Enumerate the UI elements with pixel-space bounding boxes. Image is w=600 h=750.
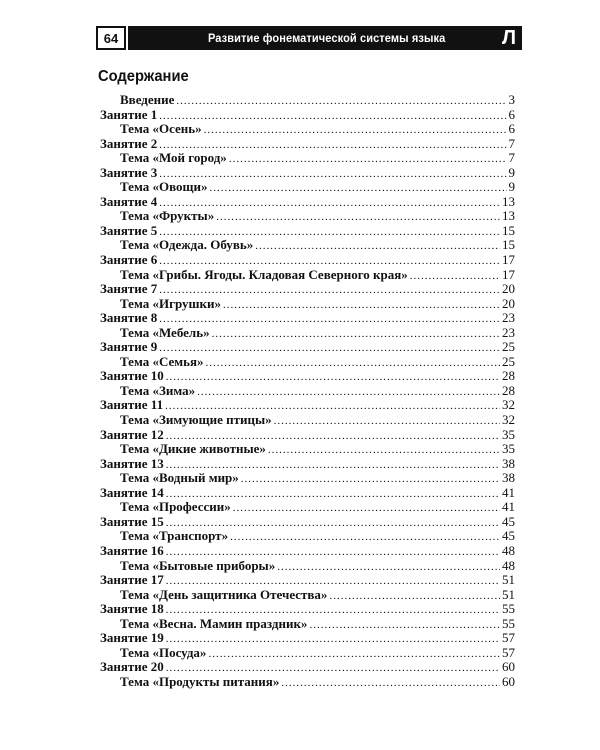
toc-entry-label: Занятие 5 [100, 222, 158, 238]
toc-entry-label: Тема «Грибы. Ягоды. Кладовая Северного края» [120, 266, 408, 282]
toc-entry-label: Тема «Осень» [120, 121, 202, 137]
toc-entry-label: Тема «Зима» [120, 382, 196, 398]
toc-entry-page: 60 [502, 673, 515, 689]
toc-entry-page: 51 [502, 586, 515, 602]
toc-entry-label: Занятие 15 [100, 513, 164, 529]
toc-leader-dots [309, 618, 500, 633]
toc-entry-label: Тема «Одежда. Обувь» [120, 237, 254, 253]
toc-entry-label: Тема «Фрукты» [120, 208, 215, 224]
toc-lesson-entry [100, 369, 515, 384]
toc-entry-page: 55 [502, 615, 515, 631]
toc-leader-dots [197, 385, 500, 400]
toc-leader-dots [255, 239, 500, 254]
toc-leader-dots [229, 152, 507, 167]
toc-entry-page: 28 [502, 368, 515, 384]
toc-leader-dots [176, 94, 506, 109]
toc-entry-label: Тема «Игрушки» [120, 295, 221, 311]
header-section-letter: Л [501, 27, 516, 49]
toc-leader-dots [159, 312, 500, 327]
toc-topic-entry [100, 529, 515, 544]
toc-heading: Содержание [98, 68, 189, 85]
toc-lesson-entry [100, 544, 515, 559]
toc-topic-entry [100, 384, 515, 399]
toc-leader-dots [209, 181, 506, 196]
table-of-contents [100, 93, 515, 689]
header-page-number: 64 [96, 26, 126, 50]
toc-entry-page: 25 [502, 353, 515, 369]
toc-entry-page: 38 [502, 470, 515, 486]
toc-lesson-entry [100, 515, 515, 530]
toc-leader-dots [166, 370, 500, 385]
toc-entry-page: 48 [502, 542, 515, 558]
toc-entry-label: Тема «Овощи» [120, 179, 208, 195]
toc-leader-dots [230, 530, 500, 545]
toc-entry-page: 23 [502, 310, 515, 326]
toc-entry-label: Занятие 1 [100, 106, 158, 122]
toc-entry-page: 6 [508, 106, 515, 122]
toc-lesson-entry [100, 311, 515, 326]
toc-entry-page: 35 [502, 426, 515, 442]
toc-entry-page: 17 [502, 252, 515, 268]
toc-topic-entry [100, 297, 515, 312]
toc-lesson-entry [100, 340, 515, 355]
toc-leader-dots [208, 647, 500, 662]
toc-leader-dots [223, 298, 500, 313]
header-bar [128, 26, 522, 50]
toc-entry-label: Занятие 6 [100, 252, 158, 268]
toc-entry-label: Занятие 9 [100, 339, 158, 355]
toc-entry-label: Тема «Посуда» [120, 644, 207, 660]
toc-lesson-entry [100, 457, 515, 472]
toc-entry-label: Тема «Весна. Мамин праздник» [120, 615, 308, 631]
toc-entry-label: Занятие 12 [100, 426, 164, 442]
toc-leader-dots [159, 341, 500, 356]
toc-lesson-entry [100, 224, 515, 239]
toc-entry-label: Занятие 16 [100, 542, 164, 558]
toc-entry-label: Тема «Продукты питания» [120, 673, 280, 689]
toc-entry-page: 57 [502, 644, 515, 660]
toc-leader-dots [212, 327, 500, 342]
toc-entry-page: 20 [502, 281, 515, 297]
toc-entry-page: 7 [508, 150, 515, 166]
toc-leader-dots [410, 269, 500, 284]
toc-leader-dots [281, 676, 500, 691]
toc-topic-entry [100, 355, 515, 370]
toc-topic-entry [100, 326, 515, 341]
toc-entry-page: 3 [508, 92, 515, 107]
toc-entry-page: 28 [502, 382, 515, 398]
toc-entry-label: Занятие 2 [100, 135, 158, 151]
toc-lesson-entry [100, 253, 515, 268]
toc-entry-label: Занятие 19 [100, 630, 164, 646]
toc-entry-page: 32 [502, 397, 515, 413]
toc-entry-label: Тема «Бытовые приборы» [120, 557, 276, 573]
toc-entry-page: 55 [502, 601, 515, 617]
toc-lesson-entry [100, 166, 515, 181]
toc-entry-page: 32 [502, 412, 515, 428]
toc-leader-dots [241, 472, 500, 487]
toc-entry-label: Занятие 8 [100, 310, 158, 326]
toc-entry-page: 17 [502, 266, 515, 282]
toc-entry-label: Тема «Зимующие птицы» [120, 412, 272, 428]
toc-leader-dots [274, 414, 500, 429]
toc-entry-label: Занятие 20 [100, 659, 164, 675]
toc-entry-label: Занятие 13 [100, 455, 164, 471]
toc-leader-dots [166, 632, 500, 647]
toc-entry-label: Занятие 10 [100, 368, 164, 384]
toc-entry-label: Тема «Семья» [120, 353, 204, 369]
toc-entry-page: 9 [508, 164, 515, 180]
toc-topic-entry [100, 209, 515, 224]
toc-lesson-entry [100, 602, 515, 617]
toc-lesson-entry [100, 108, 515, 123]
toc-entry-label: Тема «Дикие животные» [120, 441, 266, 457]
toc-entry-label: Тема «День защитника Отечества» [120, 586, 328, 602]
toc-leader-dots [268, 443, 500, 458]
toc-leader-dots [159, 109, 506, 124]
toc-entry-page: 23 [502, 324, 515, 340]
toc-topic-entry [100, 151, 515, 166]
toc-topic-entry [100, 180, 515, 195]
toc-leader-dots [216, 210, 500, 225]
toc-lesson-entry [100, 398, 515, 413]
toc-lesson-entry [100, 137, 515, 152]
toc-topic-entry [100, 559, 515, 574]
toc-entry-label: Тема «Транспорт» [120, 528, 229, 544]
toc-topic-entry [100, 238, 515, 253]
toc-topic-entry [100, 122, 515, 137]
toc-lesson-entry [100, 282, 515, 297]
toc-entry-page: 48 [502, 557, 515, 573]
toc-leader-dots [204, 123, 507, 138]
toc-entry-page: 60 [502, 659, 515, 675]
toc-entry-page: 45 [502, 528, 515, 544]
toc-leader-dots [159, 167, 506, 182]
toc-lesson-entry [100, 428, 515, 443]
toc-lesson-entry [100, 573, 515, 588]
toc-leader-dots [277, 560, 500, 575]
toc-entry-page: 15 [502, 222, 515, 238]
toc-entry-page: 20 [502, 295, 515, 311]
toc-entry-page: 45 [502, 513, 515, 529]
toc-entry-label: Занятие 14 [100, 484, 164, 500]
toc-topic-entry [100, 413, 515, 428]
toc-lesson-entry [100, 486, 515, 501]
toc-intro-entry [100, 93, 515, 108]
toc-entry-page: 25 [502, 339, 515, 355]
toc-entry-page: 13 [502, 208, 515, 224]
toc-entry-label: Занятие 11 [100, 397, 164, 413]
toc-topic-entry [100, 617, 515, 632]
toc-entry-label: Занятие 3 [100, 164, 158, 180]
toc-entry-label: Занятие 4 [100, 193, 158, 209]
toc-entry-label: Занятие 17 [100, 572, 164, 588]
toc-entry-page: 51 [502, 572, 515, 588]
toc-lesson-entry [100, 660, 515, 675]
toc-entry-label: Занятие 18 [100, 601, 164, 617]
toc-entry-label: Тема «Профессии» [120, 499, 231, 515]
toc-lesson-entry [100, 631, 515, 646]
toc-entry-label: Тема «Мебель» [120, 324, 210, 340]
toc-entry-page: 41 [502, 484, 515, 500]
toc-entry-page: 15 [502, 237, 515, 253]
toc-entry-label: Тема «Водный мир» [120, 470, 239, 486]
toc-entry-label: Тема «Мой город» [120, 150, 227, 166]
toc-leader-dots [329, 589, 500, 604]
toc-topic-entry [100, 588, 515, 603]
toc-lesson-entry [100, 195, 515, 210]
toc-entry-page: 9 [508, 179, 515, 195]
toc-entry-page: 57 [502, 630, 515, 646]
header-title: Развитие фонематической системы языка [208, 31, 446, 45]
toc-leader-dots [206, 356, 500, 371]
page-header [96, 26, 522, 50]
toc-entry-label: Занятие 7 [100, 281, 158, 297]
toc-topic-entry [100, 442, 515, 457]
toc-leader-dots [233, 501, 500, 516]
toc-topic-entry [100, 471, 515, 486]
toc-entry-page: 6 [508, 121, 515, 137]
toc-entry-page: 38 [502, 455, 515, 471]
toc-topic-entry [100, 646, 515, 661]
toc-topic-entry [100, 268, 515, 283]
toc-entry-page: 7 [508, 135, 515, 151]
toc-entry-page: 13 [502, 193, 515, 209]
toc-entry-page: 41 [502, 499, 515, 515]
toc-entry-label: Введение [120, 92, 175, 107]
toc-topic-entry [100, 500, 515, 515]
toc-topic-entry [100, 675, 515, 690]
toc-entry-page: 35 [502, 441, 515, 457]
